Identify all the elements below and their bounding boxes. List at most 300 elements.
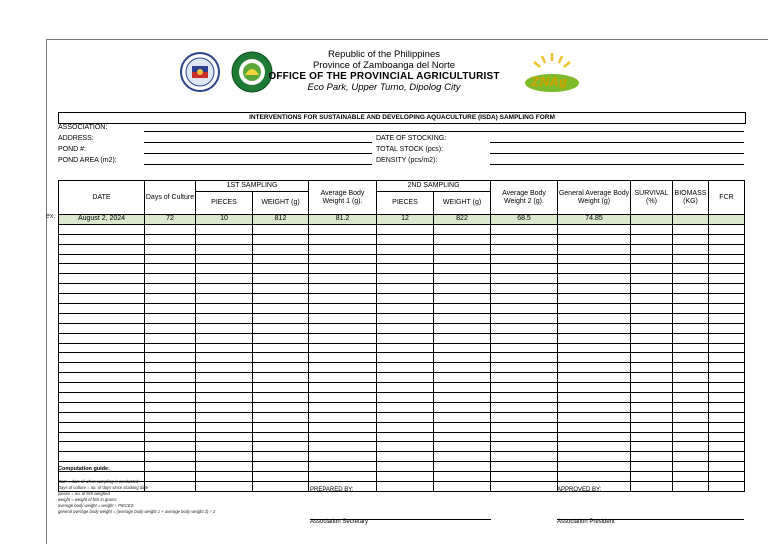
table-cell[interactable] [631, 373, 673, 383]
table-cell[interactable] [673, 353, 709, 363]
table-cell[interactable] [309, 353, 377, 363]
table-cell[interactable] [145, 432, 196, 442]
table-cell[interactable] [709, 274, 745, 284]
table-cell[interactable] [558, 442, 631, 452]
table-cell[interactable] [491, 244, 558, 254]
table-cell[interactable] [558, 284, 631, 294]
table-cell[interactable] [631, 393, 673, 403]
table-cell[interactable] [253, 402, 309, 412]
table-cell[interactable] [145, 383, 196, 393]
table-cell[interactable] [631, 462, 673, 472]
table-cell[interactable] [631, 432, 673, 442]
table-cell[interactable] [309, 422, 377, 432]
table-cell[interactable] [631, 363, 673, 373]
table-cell[interactable] [434, 234, 491, 244]
table-cell[interactable] [434, 482, 491, 492]
table-cell[interactable] [145, 462, 196, 472]
total-stock-field[interactable] [490, 153, 744, 154]
table-cell[interactable] [145, 402, 196, 412]
table-cell[interactable] [491, 373, 558, 383]
table-cell[interactable] [377, 452, 434, 462]
table-cell[interactable] [196, 452, 253, 462]
table-cell[interactable] [631, 254, 673, 264]
table-cell[interactable] [309, 234, 377, 244]
table-cell[interactable] [434, 274, 491, 284]
table-cell[interactable] [558, 343, 631, 353]
table-cell[interactable] [709, 313, 745, 323]
table-cell[interactable] [558, 393, 631, 403]
table-cell[interactable] [377, 313, 434, 323]
table-cell[interactable] [434, 264, 491, 274]
table-cell[interactable] [59, 432, 145, 442]
table-cell[interactable] [309, 452, 377, 462]
table-cell[interactable] [673, 244, 709, 254]
table-cell[interactable] [253, 323, 309, 333]
table-cell[interactable] [491, 294, 558, 304]
table-cell[interactable] [709, 462, 745, 472]
table-cell[interactable] [196, 313, 253, 323]
table-cell[interactable] [309, 264, 377, 274]
table-cell[interactable] [434, 353, 491, 363]
table-cell[interactable] [709, 482, 745, 492]
table-cell[interactable] [253, 284, 309, 294]
table-cell[interactable] [377, 383, 434, 393]
table-cell[interactable] [673, 472, 709, 482]
table-cell[interactable] [253, 313, 309, 323]
table-cell[interactable] [377, 274, 434, 284]
table-cell[interactable] [631, 294, 673, 304]
table-cell[interactable] [145, 294, 196, 304]
table-cell[interactable] [253, 442, 309, 452]
table-cell[interactable] [59, 343, 145, 353]
table-cell[interactable] [631, 343, 673, 353]
table-cell[interactable] [145, 373, 196, 383]
table-cell[interactable] [491, 274, 558, 284]
table-cell[interactable] [377, 304, 434, 314]
table-cell[interactable] [59, 323, 145, 333]
table-cell[interactable] [434, 313, 491, 323]
table-cell[interactable] [558, 432, 631, 442]
pond-field[interactable] [144, 153, 372, 154]
table-cell[interactable] [434, 373, 491, 383]
table-cell[interactable] [377, 244, 434, 254]
table-cell[interactable] [196, 402, 253, 412]
table-cell[interactable] [309, 254, 377, 264]
table-cell[interactable] [558, 373, 631, 383]
table-cell[interactable] [377, 343, 434, 353]
table-cell[interactable] [558, 244, 631, 254]
table-cell[interactable] [253, 254, 309, 264]
table-cell[interactable] [377, 294, 434, 304]
table-cell[interactable] [253, 472, 309, 482]
table-cell[interactable] [558, 333, 631, 343]
table-cell[interactable] [631, 353, 673, 363]
table-cell[interactable] [196, 234, 253, 244]
table-cell[interactable] [558, 224, 631, 234]
table-cell[interactable] [59, 254, 145, 264]
table-cell[interactable] [253, 274, 309, 284]
table-cell[interactable] [673, 254, 709, 264]
table-cell[interactable] [491, 393, 558, 403]
table-cell[interactable] [309, 383, 377, 393]
table-cell[interactable] [377, 462, 434, 472]
table-cell[interactable] [631, 402, 673, 412]
table-cell[interactable] [145, 304, 196, 314]
table-cell[interactable] [709, 234, 745, 244]
table-cell[interactable] [673, 412, 709, 422]
table-cell[interactable] [631, 412, 673, 422]
table-cell[interactable] [673, 482, 709, 492]
table-cell[interactable] [491, 313, 558, 323]
table-cell[interactable] [253, 363, 309, 373]
table-cell[interactable] [253, 373, 309, 383]
table-cell[interactable] [377, 412, 434, 422]
table-cell[interactable] [709, 373, 745, 383]
table-cell[interactable] [377, 234, 434, 244]
table-cell[interactable] [673, 462, 709, 472]
table-cell[interactable] [196, 373, 253, 383]
table-cell[interactable] [59, 422, 145, 432]
table-cell[interactable] [709, 343, 745, 353]
table-cell[interactable] [434, 402, 491, 412]
table-cell[interactable] [377, 393, 434, 403]
table-cell[interactable] [673, 422, 709, 432]
table-cell[interactable] [709, 333, 745, 343]
table-cell[interactable] [631, 472, 673, 482]
table-cell[interactable] [196, 412, 253, 422]
table-cell[interactable] [59, 333, 145, 343]
table-cell[interactable] [59, 294, 145, 304]
table-cell[interactable] [196, 343, 253, 353]
table-cell[interactable] [673, 432, 709, 442]
table-cell[interactable] [253, 234, 309, 244]
table-cell[interactable] [631, 482, 673, 492]
table-cell[interactable] [673, 363, 709, 373]
table-cell[interactable] [377, 333, 434, 343]
table-cell[interactable] [434, 323, 491, 333]
table-cell[interactable] [377, 422, 434, 432]
table-cell[interactable] [309, 323, 377, 333]
table-cell[interactable] [253, 244, 309, 254]
table-cell[interactable] [145, 224, 196, 234]
table-cell[interactable] [59, 284, 145, 294]
table-cell[interactable] [59, 412, 145, 422]
table-cell[interactable] [491, 422, 558, 432]
table-cell[interactable] [59, 402, 145, 412]
table-cell[interactable] [709, 294, 745, 304]
table-cell[interactable] [145, 452, 196, 462]
table-cell[interactable] [196, 393, 253, 403]
table-cell[interactable] [196, 353, 253, 363]
table-cell[interactable] [59, 383, 145, 393]
table-cell[interactable] [673, 393, 709, 403]
date-stocking-field[interactable] [490, 142, 744, 143]
table-cell[interactable] [59, 313, 145, 323]
table-cell[interactable] [558, 422, 631, 432]
table-cell[interactable] [558, 402, 631, 412]
table-cell[interactable] [434, 343, 491, 353]
table-cell[interactable] [673, 234, 709, 244]
table-cell[interactable] [309, 313, 377, 323]
table-cell[interactable] [145, 264, 196, 274]
table-cell[interactable] [434, 383, 491, 393]
table-cell[interactable] [309, 274, 377, 284]
table-cell[interactable] [196, 333, 253, 343]
table-cell[interactable] [491, 472, 558, 482]
table-cell[interactable] [145, 274, 196, 284]
table-cell[interactable] [434, 422, 491, 432]
table-cell[interactable] [709, 244, 745, 254]
table-cell[interactable] [434, 224, 491, 234]
table-cell[interactable] [558, 383, 631, 393]
table-cell[interactable] [709, 472, 745, 482]
table-cell[interactable] [253, 224, 309, 234]
table-cell[interactable] [309, 373, 377, 383]
density-field[interactable] [490, 164, 744, 165]
table-cell[interactable] [377, 284, 434, 294]
table-cell[interactable] [558, 294, 631, 304]
table-cell[interactable] [434, 304, 491, 314]
table-cell[interactable] [434, 462, 491, 472]
table-cell[interactable] [558, 363, 631, 373]
table-cell[interactable] [673, 383, 709, 393]
table-cell[interactable] [673, 442, 709, 452]
table-cell[interactable] [709, 353, 745, 363]
table-cell[interactable] [631, 422, 673, 432]
table-cell[interactable] [558, 412, 631, 422]
table-cell[interactable] [145, 323, 196, 333]
table-cell[interactable] [709, 422, 745, 432]
table-cell[interactable] [59, 224, 145, 234]
table-cell[interactable] [673, 323, 709, 333]
table-cell[interactable] [309, 294, 377, 304]
table-cell[interactable] [631, 284, 673, 294]
table-cell[interactable] [196, 462, 253, 472]
table-cell[interactable] [309, 432, 377, 442]
table-cell[interactable] [145, 313, 196, 323]
table-cell[interactable] [434, 412, 491, 422]
table-cell[interactable] [377, 323, 434, 333]
table-cell[interactable] [59, 274, 145, 284]
table-cell[interactable] [145, 363, 196, 373]
table-cell[interactable] [309, 284, 377, 294]
table-cell[interactable] [377, 363, 434, 373]
table-cell[interactable] [59, 264, 145, 274]
table-cell[interactable] [709, 224, 745, 234]
table-cell[interactable] [377, 353, 434, 363]
table-cell[interactable] [309, 363, 377, 373]
table-cell[interactable] [558, 313, 631, 323]
table-cell[interactable] [196, 254, 253, 264]
table-cell[interactable] [145, 393, 196, 403]
table-cell[interactable] [631, 452, 673, 462]
table-cell[interactable] [59, 244, 145, 254]
table-cell[interactable] [145, 234, 196, 244]
table-cell[interactable] [253, 482, 309, 492]
table-cell[interactable] [434, 452, 491, 462]
table-cell[interactable] [558, 472, 631, 482]
table-cell[interactable] [59, 373, 145, 383]
table-cell[interactable] [709, 402, 745, 412]
table-cell[interactable] [253, 264, 309, 274]
table-cell[interactable] [491, 284, 558, 294]
table-cell[interactable] [196, 224, 253, 234]
table-cell[interactable] [196, 274, 253, 284]
table-cell[interactable] [145, 254, 196, 264]
table-cell[interactable] [59, 452, 145, 462]
table-cell[interactable] [434, 442, 491, 452]
table-cell[interactable] [631, 442, 673, 452]
table-cell[interactable] [631, 313, 673, 323]
table-cell[interactable] [709, 452, 745, 462]
table-cell[interactable] [558, 274, 631, 284]
table-cell[interactable] [558, 254, 631, 264]
table-cell[interactable] [253, 452, 309, 462]
table-cell[interactable] [491, 452, 558, 462]
table-cell[interactable] [558, 304, 631, 314]
table-cell[interactable] [491, 304, 558, 314]
table-cell[interactable] [491, 363, 558, 373]
table-cell[interactable] [253, 462, 309, 472]
table-cell[interactable] [434, 284, 491, 294]
table-cell[interactable] [673, 333, 709, 343]
table-cell[interactable] [709, 323, 745, 333]
table-cell[interactable] [196, 363, 253, 373]
table-cell[interactable] [434, 254, 491, 264]
table-cell[interactable] [145, 244, 196, 254]
table-cell[interactable] [59, 442, 145, 452]
table-cell[interactable] [631, 234, 673, 244]
table-cell[interactable] [673, 343, 709, 353]
table-cell[interactable] [491, 254, 558, 264]
table-cell[interactable] [253, 333, 309, 343]
table-cell[interactable] [196, 284, 253, 294]
table-cell[interactable] [673, 373, 709, 383]
table-cell[interactable] [673, 402, 709, 412]
table-cell[interactable] [377, 224, 434, 234]
table-cell[interactable] [631, 383, 673, 393]
table-cell[interactable] [631, 244, 673, 254]
table-cell[interactable] [377, 373, 434, 383]
table-cell[interactable] [491, 462, 558, 472]
table-cell[interactable] [59, 363, 145, 373]
table-cell[interactable] [631, 264, 673, 274]
table-cell[interactable] [709, 393, 745, 403]
table-cell[interactable] [253, 294, 309, 304]
table-cell[interactable] [491, 432, 558, 442]
table-cell[interactable] [491, 482, 558, 492]
table-cell[interactable] [631, 304, 673, 314]
table-cell[interactable] [377, 442, 434, 452]
table-cell[interactable] [309, 393, 377, 403]
table-cell[interactable] [253, 422, 309, 432]
table-cell[interactable] [673, 452, 709, 462]
table-cell[interactable] [145, 442, 196, 452]
table-cell[interactable] [709, 412, 745, 422]
table-cell[interactable] [377, 402, 434, 412]
table-cell[interactable] [253, 343, 309, 353]
table-cell[interactable] [631, 323, 673, 333]
table-cell[interactable] [631, 333, 673, 343]
table-cell[interactable] [145, 333, 196, 343]
table-cell[interactable] [434, 294, 491, 304]
table-cell[interactable] [196, 264, 253, 274]
table-cell[interactable] [377, 472, 434, 482]
table-cell[interactable] [673, 274, 709, 284]
table-cell[interactable] [709, 264, 745, 274]
table-cell[interactable] [434, 432, 491, 442]
table-cell[interactable] [377, 432, 434, 442]
table-cell[interactable] [434, 333, 491, 343]
table-cell[interactable] [253, 432, 309, 442]
table-cell[interactable] [309, 442, 377, 452]
table-cell[interactable] [631, 274, 673, 284]
table-cell[interactable] [59, 234, 145, 244]
table-cell[interactable] [491, 323, 558, 333]
table-cell[interactable] [59, 304, 145, 314]
table-cell[interactable] [377, 482, 434, 492]
table-cell[interactable] [309, 412, 377, 422]
table-cell[interactable] [558, 462, 631, 472]
table-cell[interactable] [673, 224, 709, 234]
table-cell[interactable] [673, 294, 709, 304]
table-cell[interactable] [59, 393, 145, 403]
table-cell[interactable] [491, 412, 558, 422]
table-cell[interactable] [709, 304, 745, 314]
table-cell[interactable] [709, 284, 745, 294]
table-cell[interactable] [309, 224, 377, 234]
table-cell[interactable] [59, 353, 145, 363]
table-cell[interactable] [196, 432, 253, 442]
table-cell[interactable] [196, 422, 253, 432]
table-cell[interactable] [145, 284, 196, 294]
table-cell[interactable] [709, 432, 745, 442]
table-cell[interactable] [558, 323, 631, 333]
table-cell[interactable] [491, 353, 558, 363]
table-cell[interactable] [196, 294, 253, 304]
table-cell[interactable] [253, 393, 309, 403]
table-cell[interactable] [673, 304, 709, 314]
table-cell[interactable] [309, 472, 377, 482]
table-cell[interactable] [558, 234, 631, 244]
table-cell[interactable] [196, 244, 253, 254]
table-cell[interactable] [709, 442, 745, 452]
table-cell[interactable] [309, 333, 377, 343]
address-field[interactable] [144, 142, 372, 143]
table-cell[interactable] [673, 313, 709, 323]
table-cell[interactable] [673, 264, 709, 274]
table-cell[interactable] [491, 383, 558, 393]
table-cell[interactable] [491, 402, 558, 412]
table-cell[interactable] [253, 383, 309, 393]
table-cell[interactable] [558, 353, 631, 363]
table-cell[interactable] [491, 264, 558, 274]
table-cell[interactable] [253, 304, 309, 314]
table-cell[interactable] [434, 472, 491, 482]
table-cell[interactable] [309, 402, 377, 412]
table-cell[interactable] [558, 264, 631, 274]
pond-area-field[interactable] [144, 164, 372, 165]
table-cell[interactable] [491, 333, 558, 343]
table-cell[interactable] [434, 244, 491, 254]
table-cell[interactable] [253, 412, 309, 422]
table-cell[interactable] [196, 383, 253, 393]
table-cell[interactable] [145, 353, 196, 363]
table-cell[interactable] [253, 353, 309, 363]
table-cell[interactable] [309, 244, 377, 254]
table-cell[interactable] [196, 323, 253, 333]
table-cell[interactable] [491, 224, 558, 234]
